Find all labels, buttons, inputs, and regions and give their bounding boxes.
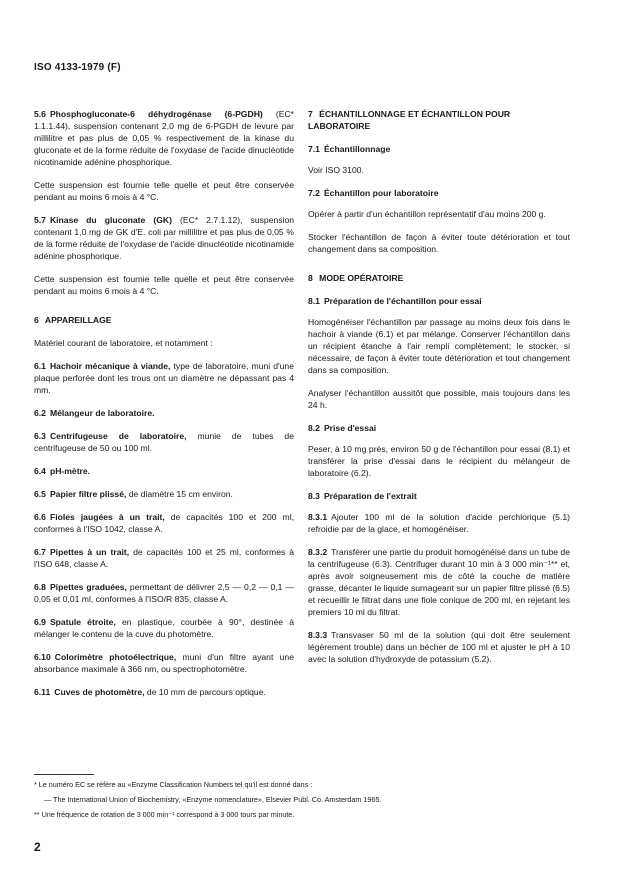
item-number: 6.8 [34, 582, 46, 592]
section-title: Prise d'essai [323, 423, 377, 433]
item-number: 6.4 [34, 466, 46, 476]
section-title: ÉCHANTILLONNAGE ET ÉCHANTILLON POUR LABORATOIRE [308, 109, 511, 131]
paragraph: Analyser l'échantillon aussitôt que possible, mais toujours dans les 24 h. [308, 388, 570, 410]
section-8-1-heading [308, 295, 570, 307]
section-7-heading [308, 108, 570, 132]
section-number: 8.1 [308, 296, 320, 306]
item-text: permettant de délivrer 2,5 — 0,2 — 0,1 — 0,05 et 0,01 ml, conformes à l'ISO/R 835, classe A. [34, 582, 294, 604]
item-number: 6.11 [34, 687, 51, 697]
paragraph: Stocker l'échantillon de façon à éviter toute détérioration et tout changement dans sa composition. [308, 232, 570, 254]
left-column [34, 108, 294, 709]
section-title: Préparation de l'échantillon pour essai [323, 296, 482, 306]
item-text: en plastique, courbée à 90°, destinée à mélanger le contenu de la cuve du photomètre. [34, 617, 294, 639]
section-number: 5.6 [34, 109, 46, 119]
section-number: 7.2 [308, 188, 320, 198]
document-header: ISO 4133-1979 (F) [34, 62, 121, 73]
section-8-3-2 [308, 546, 570, 618]
item-text: de capacités 100 et 25 ml, conformes à l'ISO 648, classe A. [34, 547, 295, 569]
item-number: 6.7 [34, 547, 46, 557]
item-text: type de laboratoire, muni d'une plaque perforée dont les trous ont un diamètre ne dépassant pas 4 mm. [34, 361, 294, 395]
section-8-3-1 [308, 511, 570, 535]
page-number: 2 [34, 840, 41, 854]
item-title: Papier filtre plissé, [49, 489, 127, 499]
item-title: Pipettes à un trait, [49, 547, 130, 557]
section-text: Transvaser 50 ml de la solution (qui doit être seulement légèrement trouble) dans un bécher de 100 ml et ajuster le pH à 10 avec la solution d'hydroxyde de potassium (5.2). [308, 630, 570, 664]
footnote-ec-reference: — The International Union of Biochemistry, «Enzyme nomenclature», Elsevier Publ. Co. Amsterdam 1965. [44, 795, 382, 804]
paragraph: Cette suspension est fournie telle quelle et peut être conservée pendant au moins 6 mois à 4 °C. [34, 274, 294, 296]
item-title: Mélangeur de laboratoire. [49, 408, 155, 418]
item-title: Cuves de photomètre, [54, 687, 145, 697]
section-7-2-heading [308, 187, 570, 199]
item-title: Pipettes graduées, [49, 582, 127, 592]
footnote-ec: * Le numéro EC se réfère au «Enzyme Classification Numbers tel qu'il est donné dans : [34, 780, 313, 789]
section-number: 6 [34, 315, 39, 325]
item-6-2 [34, 407, 294, 419]
section-number: 7.1 [308, 144, 320, 154]
item-text: de diamètre 15 cm environ. [126, 489, 233, 499]
item-number: 6.1 [34, 361, 46, 371]
section-title: Kinase du gluconate (GK) [49, 215, 172, 225]
item-number: 6.2 [34, 408, 46, 418]
item-6-6 [34, 511, 294, 535]
section-title: Échantillonnage [323, 144, 391, 154]
section-number: 8.3.1 [308, 512, 328, 522]
section-5-7 [34, 214, 294, 262]
item-text: de capacités 100 et 200 ml, conformes à l'ISO 1042, classe A. [34, 512, 294, 534]
item-number: 6.6 [34, 512, 46, 522]
section-number: 8.3 [308, 491, 320, 501]
item-text: munie de tubes de centrifugeuse de 50 ou 100 ml. [34, 431, 294, 453]
item-6-3 [34, 430, 294, 454]
section-8-2-heading [308, 422, 570, 434]
section-number: 8.3.2 [308, 547, 328, 557]
section-title: Échantillon pour laboratoire [323, 188, 439, 198]
item-number: 6.3 [34, 431, 46, 441]
item-6-10 [34, 651, 294, 675]
paragraph: Matériel courant de laboratoire, et notamment : [34, 338, 213, 348]
section-number: 5.7 [34, 215, 46, 225]
footnote-rotation: ** Une fréquence de rotation de 3 000 min⁻¹ correspond à 3 000 tours par minute. [34, 810, 295, 819]
item-6-1 [34, 360, 294, 396]
paragraph: Voir ISO 3100. [308, 165, 364, 175]
section-text: (EC* 1.1.1.44), suspension contenant 2,0 mg de 6-PGDH de levure par millilitre et pas plus de 0,05 % respectivement de la kinase du gluconate et de la forme réduite de l'oxydase de l'acide dinucléotide nicotinamide adénine phosphorique. [34, 109, 294, 167]
section-5-6 [34, 108, 294, 168]
paragraph: Homogénéiser l'échantillon par passage au moins deux fois dans le hachoir à viande (6.1) et par mélange. Conserver l'échantillon dans un récipient étanche à l'air rempli complètement; le stocker, si nécessaire, de façon à éviter toute détérioration et tout changement dans sa composition. [308, 317, 570, 375]
paragraph: Opérer à partir d'un échantillon représentatif d'au moins 200 g. [308, 209, 546, 219]
item-text: muni d'un filtre ayant une absorbance maximale à 366 nm, ou spectrophotomètre. [34, 652, 294, 674]
item-title: Colorimètre photoélectrique, [54, 652, 177, 662]
section-8-3-heading [308, 490, 570, 502]
section-title: Phosphogluconate-6 déhydrogénase (6-PGDH) [49, 109, 263, 119]
item-number: 6.5 [34, 489, 46, 499]
section-number: 7 [308, 109, 313, 119]
right-column [308, 108, 570, 676]
section-text: Transférer une partie du produit homogénéisé dans un tube de la centrifugeuse (6.3). Centrifuger durant 10 min à 3 000 min⁻¹** et, après avoir soigneusement mis de côté la couche de matière grasse, décanter le liquide surnageant sur un papier filtre plissé (6.5) et recueillir le filtrat dans une fiole conique de 200 ml, en rejetant les premiers 10 ml du filtrat. [308, 547, 570, 617]
item-title: Fioles jaugées à un trait, [49, 512, 165, 522]
item-title: Centrifugeuse de laboratoire, [49, 431, 187, 441]
item-title: pH-mètre. [49, 466, 91, 476]
section-text: Ajouter 100 ml de la solution d'acide perchlorique (5.1) refroidie par de la glace, et homogénéiser. [308, 512, 570, 534]
item-6-4 [34, 465, 294, 477]
item-title: Spatule étroite, [49, 617, 116, 627]
section-8-heading [308, 272, 570, 284]
section-number: 8.2 [308, 423, 320, 433]
section-number: 8.3.3 [308, 630, 328, 640]
item-6-5 [34, 488, 294, 500]
item-title: Hachoir mécanique à viande, [49, 361, 171, 371]
item-6-11 [34, 686, 294, 698]
section-text: (EC* 2.7.1.12), suspension contenant 1,0 mg de GK d'E. coli par millilitre et pas plus de 0,05 % de la forme réduite de l'oxydase de l'acide dinucléotide nicotinamide adénine phosphorique. [34, 215, 295, 261]
section-title: APPAREILLAGE [44, 315, 112, 325]
footnote-divider [34, 774, 94, 775]
item-6-7 [34, 546, 294, 570]
paragraph: Peser, à 10 mg près, environ 50 g de l'échantillon pour essai (8.1) et transférer la prise d'essai dans le récipient du mélangeur de laboratoire (6.2). [308, 444, 570, 478]
item-number: 6.10 [34, 652, 51, 662]
item-6-8 [34, 581, 294, 605]
section-number: 8 [308, 273, 313, 283]
item-6-9 [34, 616, 294, 640]
section-6-heading [34, 314, 294, 326]
section-title: MODE OPÉRATOIRE [319, 273, 404, 283]
paragraph: Cette suspension est fournie telle quelle et peut être conservée pendant au moins 6 mois à 4 °C. [34, 180, 294, 202]
section-8-3-3 [308, 629, 570, 665]
item-text: de 10 mm de parcours optique. [144, 687, 266, 697]
item-number: 6.9 [34, 617, 46, 627]
section-7-1-heading [308, 143, 570, 155]
section-title: Préparation de l'extrait [323, 491, 417, 501]
